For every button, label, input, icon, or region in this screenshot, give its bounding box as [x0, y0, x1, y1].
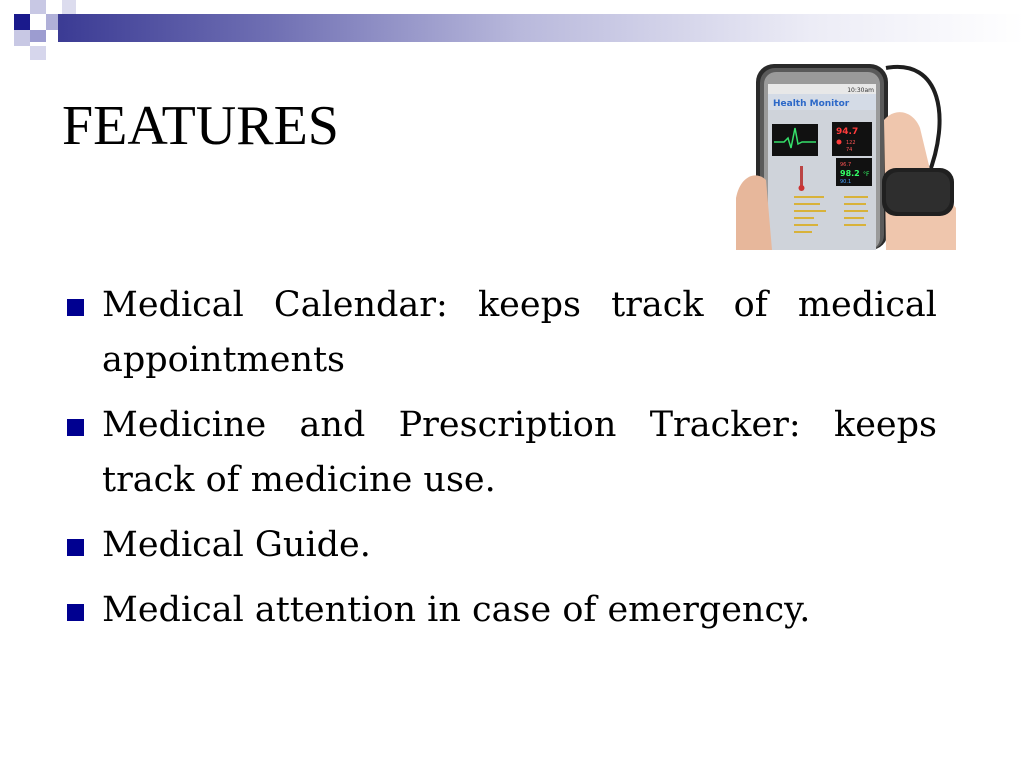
bullet-text: Medical attention in case of emergency.	[102, 590, 811, 630]
square-bullet-icon	[67, 419, 84, 436]
square-pattern-icon	[30, 30, 46, 42]
square-bullet-icon	[67, 539, 84, 556]
bullet-text: Medical Calendar: keeps track of medical appointments	[102, 285, 937, 380]
list-item	[64, 398, 937, 508]
square-pattern-icon	[46, 14, 58, 30]
list-item	[64, 583, 937, 638]
square-bullet-icon	[67, 604, 84, 621]
square-pattern-icon	[14, 30, 30, 46]
square-pattern-icon	[30, 46, 46, 60]
feature-list	[64, 278, 937, 648]
square-pattern-icon	[62, 0, 76, 14]
phone-time-label: 10:30am	[847, 87, 874, 94]
bullet-text: Medicine and Prescription Tracker: keeps track of medicine use.	[102, 405, 937, 500]
square-pattern-icon	[30, 0, 46, 14]
heart-icon	[837, 140, 842, 145]
reading-value: 74	[846, 147, 853, 153]
reading-value: 94.7	[836, 127, 859, 137]
thermometer-icon	[799, 185, 805, 191]
reading-value: 90.1	[840, 179, 852, 185]
phone-app-title: Health Monitor	[773, 99, 850, 109]
square-bullet-icon	[67, 299, 84, 316]
reading-value: 122	[846, 140, 856, 146]
list-item	[64, 518, 937, 573]
decorative-gradient-bar	[58, 14, 1024, 42]
list-item	[64, 278, 937, 388]
square-pattern-icon	[14, 14, 30, 30]
slide-title: FEATURES	[62, 95, 339, 157]
bullet-text: Medical Guide.	[102, 525, 371, 565]
health-monitor-photo	[736, 58, 956, 250]
reading-value: 96.7	[840, 162, 852, 168]
temperature-value: 98.2	[840, 169, 860, 178]
temperature-unit: °F	[863, 171, 870, 178]
